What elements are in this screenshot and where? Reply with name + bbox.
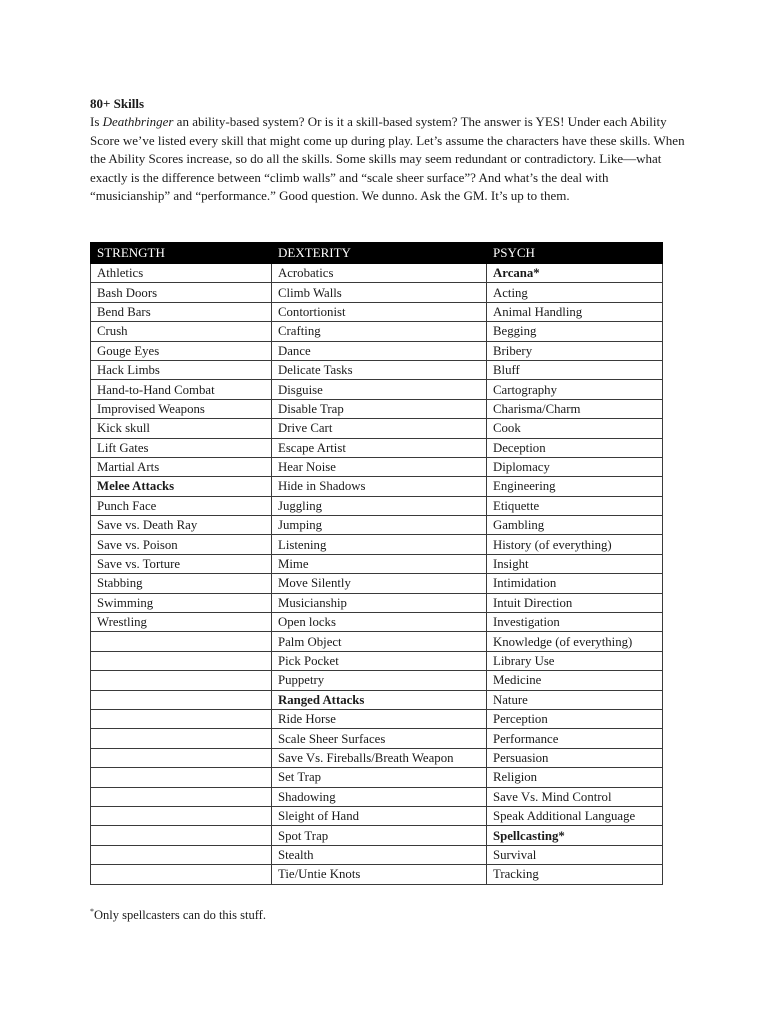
strength-skill-cell: Hack Limbs [91,360,272,379]
skills-table [90,242,663,885]
strength-skill-cell: Save vs. Death Ray [91,516,272,535]
dexterity-skill-cell: Dance [272,341,487,360]
strength-skill-cell [91,806,272,825]
dexterity-skill-cell: Palm Object [272,632,487,651]
psych-skill-cell: Nature [487,690,663,709]
strength-skill-cell: Melee Attacks [91,477,272,496]
table-row [91,826,663,845]
header-strength: STRENGTH [91,243,272,264]
strength-skill-cell: Lift Gates [91,438,272,457]
strength-skill-cell [91,632,272,651]
dexterity-skill-cell: Shadowing [272,787,487,806]
psych-skill-cell: Bribery [487,341,663,360]
psych-skill-cell: Diplomacy [487,457,663,476]
dexterity-skill-cell: Disguise [272,380,487,399]
psych-skill-cell: Speak Additional Language [487,806,663,825]
strength-skill-cell: Bend Bars [91,302,272,321]
strength-skill-cell [91,865,272,884]
intro-lead: Is [90,114,103,129]
psych-skill-cell: Cartography [487,380,663,399]
table-row [91,613,663,632]
table-row [91,593,663,612]
psych-skill-cell: Etiquette [487,496,663,515]
section-heading: 80+ Skills [90,96,145,111]
table-row [91,360,663,379]
strength-skill-cell: Punch Face [91,496,272,515]
footnote-marker: * [90,907,94,916]
table-row [91,496,663,515]
table-row [91,264,663,283]
dexterity-skill-cell: Acrobatics [272,264,487,283]
dexterity-skill-cell: Disable Trap [272,399,487,418]
table-row [91,477,663,496]
game-title: Deathbringer [102,114,174,129]
psych-skill-cell: Religion [487,768,663,787]
dexterity-skill-cell: Ranged Attacks [272,690,487,709]
table-row [91,787,663,806]
table-row [91,419,663,438]
psych-skill-cell: Persuasion [487,748,663,767]
table-row [91,574,663,593]
strength-skill-cell [91,729,272,748]
dexterity-skill-cell: Pick Pocket [272,651,487,670]
footnote [90,903,266,924]
footnote-text: Only spellcasters can do this stuff. [94,908,266,923]
psych-skill-cell: Investigation [487,613,663,632]
dexterity-skill-cell: Move Silently [272,574,487,593]
psych-skill-cell: Engineering [487,477,663,496]
strength-skill-cell [91,748,272,767]
table-row [91,690,663,709]
psych-skill-cell: Acting [487,283,663,302]
dexterity-skill-cell: Spot Trap [272,826,487,845]
table-row [91,457,663,476]
psych-skill-cell: Library Use [487,651,663,670]
dexterity-skill-cell: Climb Walls [272,283,487,302]
table-row [91,671,663,690]
strength-skill-cell [91,768,272,787]
strength-skill-cell: Stabbing [91,574,272,593]
dexterity-skill-cell: Musicianship [272,593,487,612]
strength-skill-cell: Kick skull [91,419,272,438]
strength-skill-cell: Crush [91,322,272,341]
psych-skill-cell: Save Vs. Mind Control [487,787,663,806]
psych-skill-cell: Tracking [487,865,663,884]
table-row [91,768,663,787]
dexterity-skill-cell: Hear Noise [272,457,487,476]
table-row [91,380,663,399]
table-row [91,651,663,670]
dexterity-skill-cell: Escape Artist [272,438,487,457]
strength-skill-cell: Wrestling [91,613,272,632]
table-row [91,535,663,554]
strength-skill-cell: Swimming [91,593,272,612]
table-row [91,516,663,535]
strength-skill-cell [91,671,272,690]
dexterity-skill-cell: Save Vs. Fireballs/Breath Weapon [272,748,487,767]
dexterity-skill-cell: Delicate Tasks [272,360,487,379]
psych-skill-cell: History (of everything) [487,535,663,554]
dexterity-skill-cell: Puppetry [272,671,487,690]
psych-skill-cell: Deception [487,438,663,457]
psych-skill-cell: Perception [487,709,663,728]
dexterity-skill-cell: Juggling [272,496,487,515]
table-row [91,322,663,341]
psych-skill-cell: Begging [487,322,663,341]
header-dexterity: DEXTERITY [272,243,487,264]
intro-body: an ability-based system? Or is it a skill-based system? The answer is YES! Under each Ability Score we’ve listed every skill that might come up during play. Let’s assume the characters have these skills. When the Ability Scores increase, so do all the skills. Some skills may seem redundant or contradictory. Like—what exactly is the difference between “climb walls” and “scale sheer surface”? And what’s the deal with “musicianship” and “performance.” Good question. We dunno. Ask the GM. It’s up to them. [90,114,685,204]
dexterity-skill-cell: Ride Horse [272,709,487,728]
table-row [91,438,663,457]
psych-skill-cell: Arcana* [487,264,663,283]
dexterity-skill-cell: Hide in Shadows [272,477,487,496]
psych-skill-cell: Knowledge (of everything) [487,632,663,651]
strength-skill-cell: Gouge Eyes [91,341,272,360]
psych-skill-cell: Bluff [487,360,663,379]
table-row [91,865,663,884]
dexterity-skill-cell: Tie/Untie Knots [272,865,487,884]
table-row [91,341,663,360]
strength-skill-cell: Improvised Weapons [91,399,272,418]
strength-skill-cell [91,787,272,806]
psych-skill-cell: Performance [487,729,663,748]
psych-skill-cell: Survival [487,845,663,864]
strength-skill-cell: Athletics [91,264,272,283]
table-row [91,729,663,748]
psych-skill-cell: Intuit Direction [487,593,663,612]
psych-skill-cell: Animal Handling [487,302,663,321]
psych-skill-cell: Spellcasting* [487,826,663,845]
strength-skill-cell: Hand-to-Hand Combat [91,380,272,399]
intro-paragraph [90,113,690,206]
table-row [91,399,663,418]
strength-skill-cell [91,690,272,709]
table-row [91,554,663,573]
strength-skill-cell [91,826,272,845]
dexterity-skill-cell: Open locks [272,613,487,632]
dexterity-skill-cell: Sleight of Hand [272,806,487,825]
dexterity-skill-cell: Scale Sheer Surfaces [272,729,487,748]
strength-skill-cell: Save vs. Poison [91,535,272,554]
strength-skill-cell [91,845,272,864]
dexterity-skill-cell: Jumping [272,516,487,535]
table-row [91,709,663,728]
psych-skill-cell: Charisma/Charm [487,399,663,418]
skills-header-row [91,243,663,264]
header-psych: PSYCH [487,243,663,264]
psych-skill-cell: Gambling [487,516,663,535]
table-row [91,748,663,767]
psych-skill-cell: Insight [487,554,663,573]
psych-skill-cell: Cook [487,419,663,438]
dexterity-skill-cell: Set Trap [272,768,487,787]
strength-skill-cell [91,651,272,670]
strength-skill-cell: Martial Arts [91,457,272,476]
dexterity-skill-cell: Drive Cart [272,419,487,438]
psych-skill-cell: Intimidation [487,574,663,593]
strength-skill-cell: Save vs. Torture [91,554,272,573]
dexterity-skill-cell: Mime [272,554,487,573]
dexterity-skill-cell: Crafting [272,322,487,341]
dexterity-skill-cell: Stealth [272,845,487,864]
psych-skill-cell: Medicine [487,671,663,690]
table-row [91,302,663,321]
table-row [91,283,663,302]
table-row [91,845,663,864]
table-row [91,806,663,825]
strength-skill-cell: Bash Doors [91,283,272,302]
strength-skill-cell [91,709,272,728]
dexterity-skill-cell: Listening [272,535,487,554]
dexterity-skill-cell: Contortionist [272,302,487,321]
table-row [91,632,663,651]
